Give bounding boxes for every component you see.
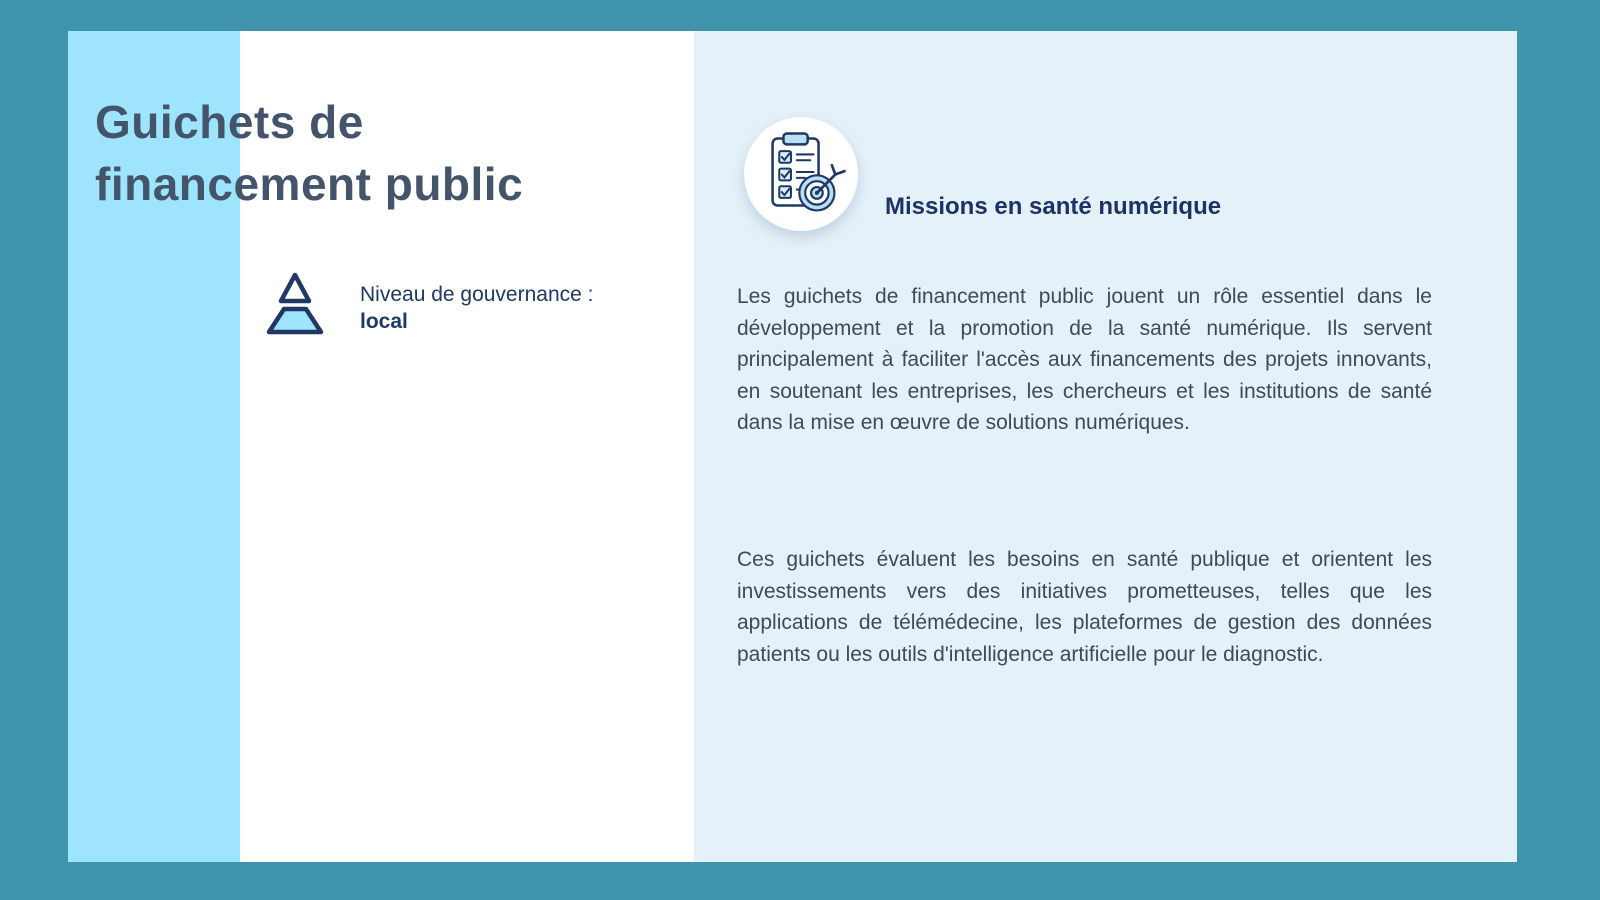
pyramid-governance-levels-icon — [260, 271, 330, 337]
governance-text — [360, 271, 594, 335]
governance-level-block — [260, 271, 594, 337]
panel-heading: Missions en santé numérique — [885, 193, 1222, 220]
governance-value: local — [360, 310, 408, 333]
governance-label: Niveau de gouvernance : — [360, 283, 594, 306]
missions-badge — [744, 117, 858, 231]
slide-card — [68, 31, 1517, 862]
panel-paragraph-2: Ces guichets évaluent les besoins en santé publique et orientent les investissements vers des initiatives prometteuses, telles que les applications de télémédecine, les plateformes de gestion des données patients ou les outils d'intelligence artificielle pour le diagnostic. — [737, 548, 1432, 666]
clipboard-checklist-target-icon — [755, 126, 847, 223]
page-title: Guichets de financement public — [95, 96, 524, 210]
panel-paragraph-1: Les guichets de financement public jouent un rôle essentiel dans le développement et la promotion de la santé numérique. Ils servent principalement à faciliter l'accès aux financements des projets innovants, en soutenant les entreprises, les chercheurs et les institutions de santé dans la mise en œuvre de solutions numériques. — [737, 285, 1432, 434]
